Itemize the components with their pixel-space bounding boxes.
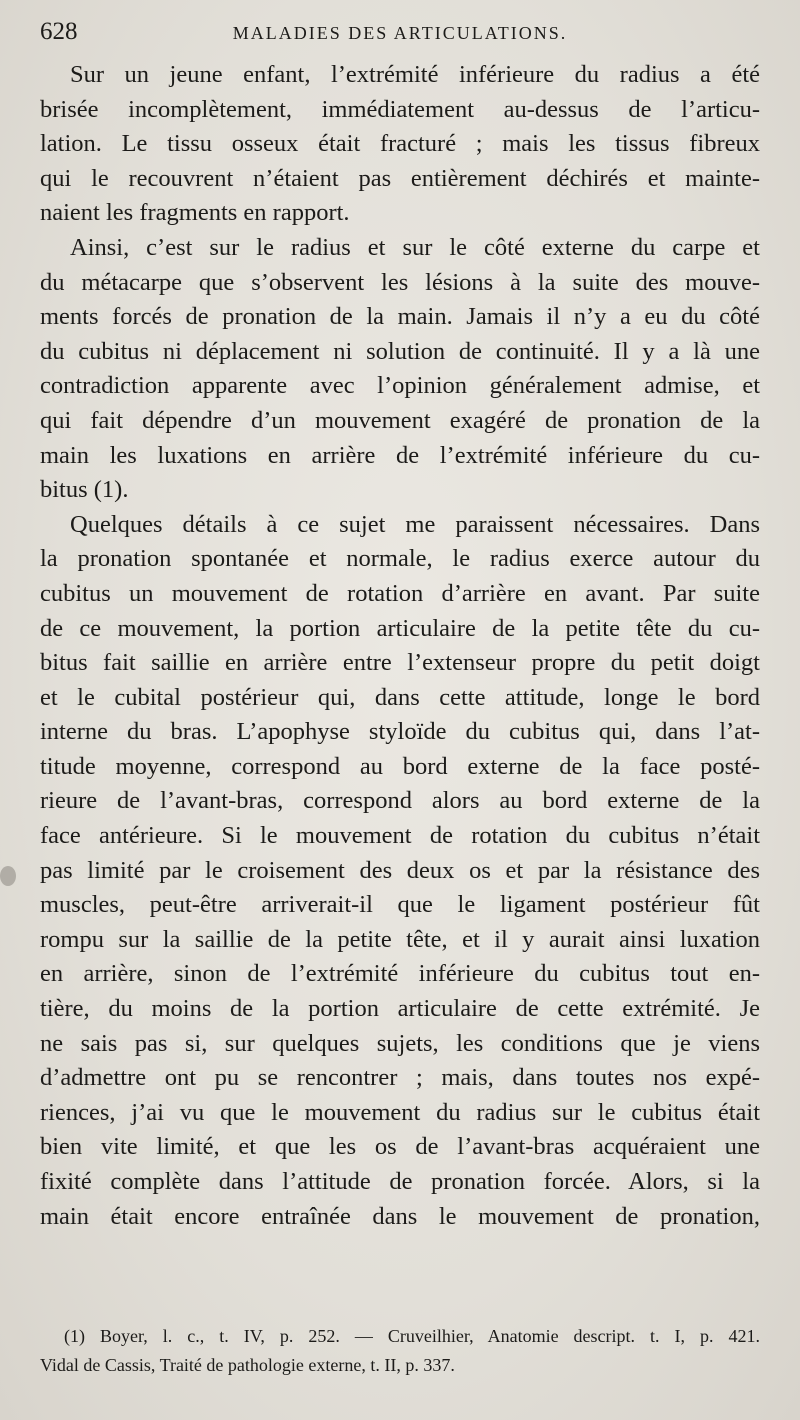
text-line: lation. Le tissu osseux était fracturé ; mais les tissus fibreux [40, 130, 760, 158]
text-line: de ce mouvement, la portion articulaire de la petite tête du cu- [40, 614, 760, 642]
text-line: qui fait dépendre d’un mouvement exagéré de pronation de la [40, 406, 760, 434]
text-line: bitus (1). [40, 476, 129, 504]
text-line: muscles, peut-être arriverait-il que le ligament postérieur fût [40, 891, 760, 919]
text-line: main les luxations en arrière de l’extrémité inférieure du cu- [40, 441, 760, 469]
text-line: pas limité par le croisement des deux os et par la résistance des [40, 856, 760, 884]
text-line: d’admettre ont pu se rencontrer ; mais, dans toutes nos expé- [40, 1064, 760, 1092]
text-line: tière, du moins de la portion articulaire de cette extrémité. Je [40, 995, 760, 1023]
text-line: interne du bras. L’apophyse styloïde du cubitus qui, dans l’at- [40, 718, 760, 746]
text-line: la pronation spontanée et normale, le radius exerce autour du [40, 545, 760, 573]
text-line: cubitus un mouvement de rotation d’arrière en avant. Par suite [40, 579, 760, 607]
text-line: fixité complète dans l’attitude de pronation forcée. Alors, si la [40, 1168, 760, 1195]
page-header [40, 18, 760, 54]
text-line: face antérieure. Si le mouvement de rotation du cubitus n’était [40, 822, 760, 850]
body-text [40, 58, 760, 1234]
text-line: brisée incomplètement, immédiatement au-dessus de l’articu- [40, 95, 760, 123]
text-line: naient les fragments en rapport. [40, 199, 350, 227]
text-line: Ainsi, c’est sur le radius et sur le côté externe du carpe et [70, 233, 760, 261]
text-line: titude moyenne, correspond au bord externe de la face posté- [40, 752, 760, 780]
text-line: du métacarpe que s’observent les lésions à la suite des mouve- [40, 268, 760, 296]
text-line: rieure de l’avant-bras, correspond alors au bord externe de la [40, 787, 760, 815]
running-title: MALADIES DES ARTICULATIONS. [232, 23, 568, 43]
text-line: ne sais pas si, sur quelques sujets, les conditions que je viens [40, 1029, 760, 1057]
text-line: ments forcés de pronation de la main. Jamais il n’y a eu du côté [40, 303, 760, 331]
footnotes [40, 1322, 760, 1380]
text-line: en arrière, sinon de l’extrémité inférieure du cubitus tout en- [40, 960, 760, 988]
text-line: contradiction apparente avec l’opinion généralement admise, et [40, 372, 760, 400]
text-line: rompu sur la saillie de la petite tête, et il y aurait ainsi luxation [40, 925, 760, 953]
text-line: du cubitus ni déplacement ni solution de continuité. Il y a là une [40, 337, 760, 365]
footnote-line: Vidal de Cassis, Traité de pathologie externe, t. II, p. 337. [40, 1355, 455, 1375]
text-line: bitus fait saillie en arrière entre l’extenseur propre du petit doigt [40, 649, 760, 677]
page-number: 628 [40, 18, 78, 45]
text-line: main était encore entraînée dans le mouvement de pronation, [40, 1202, 760, 1230]
text-line: qui le recouvrent n’étaient pas entièrement déchirés et mainte- [40, 164, 760, 192]
text-line: Quelques détails à ce sujet me paraissent nécessaires. Dans [70, 510, 760, 538]
text-line: riences, j’ai vu que le mouvement du radius sur le cubitus était [40, 1098, 760, 1126]
ink-smudge [0, 866, 16, 886]
text-line: Sur un jeune enfant, l’extrémité inférieure du radius a été [70, 61, 760, 88]
footnote-line: (1) Boyer, l. c., t. IV, p. 252. — Cruveilhier, Anatomie descript. t. I, p. 421. [64, 1326, 760, 1346]
text-line: et le cubital postérieur qui, dans cette attitude, longe le bord [40, 683, 760, 711]
text-line: bien vite limité, et que les os de l’avant-bras acquéraient une [40, 1133, 760, 1161]
